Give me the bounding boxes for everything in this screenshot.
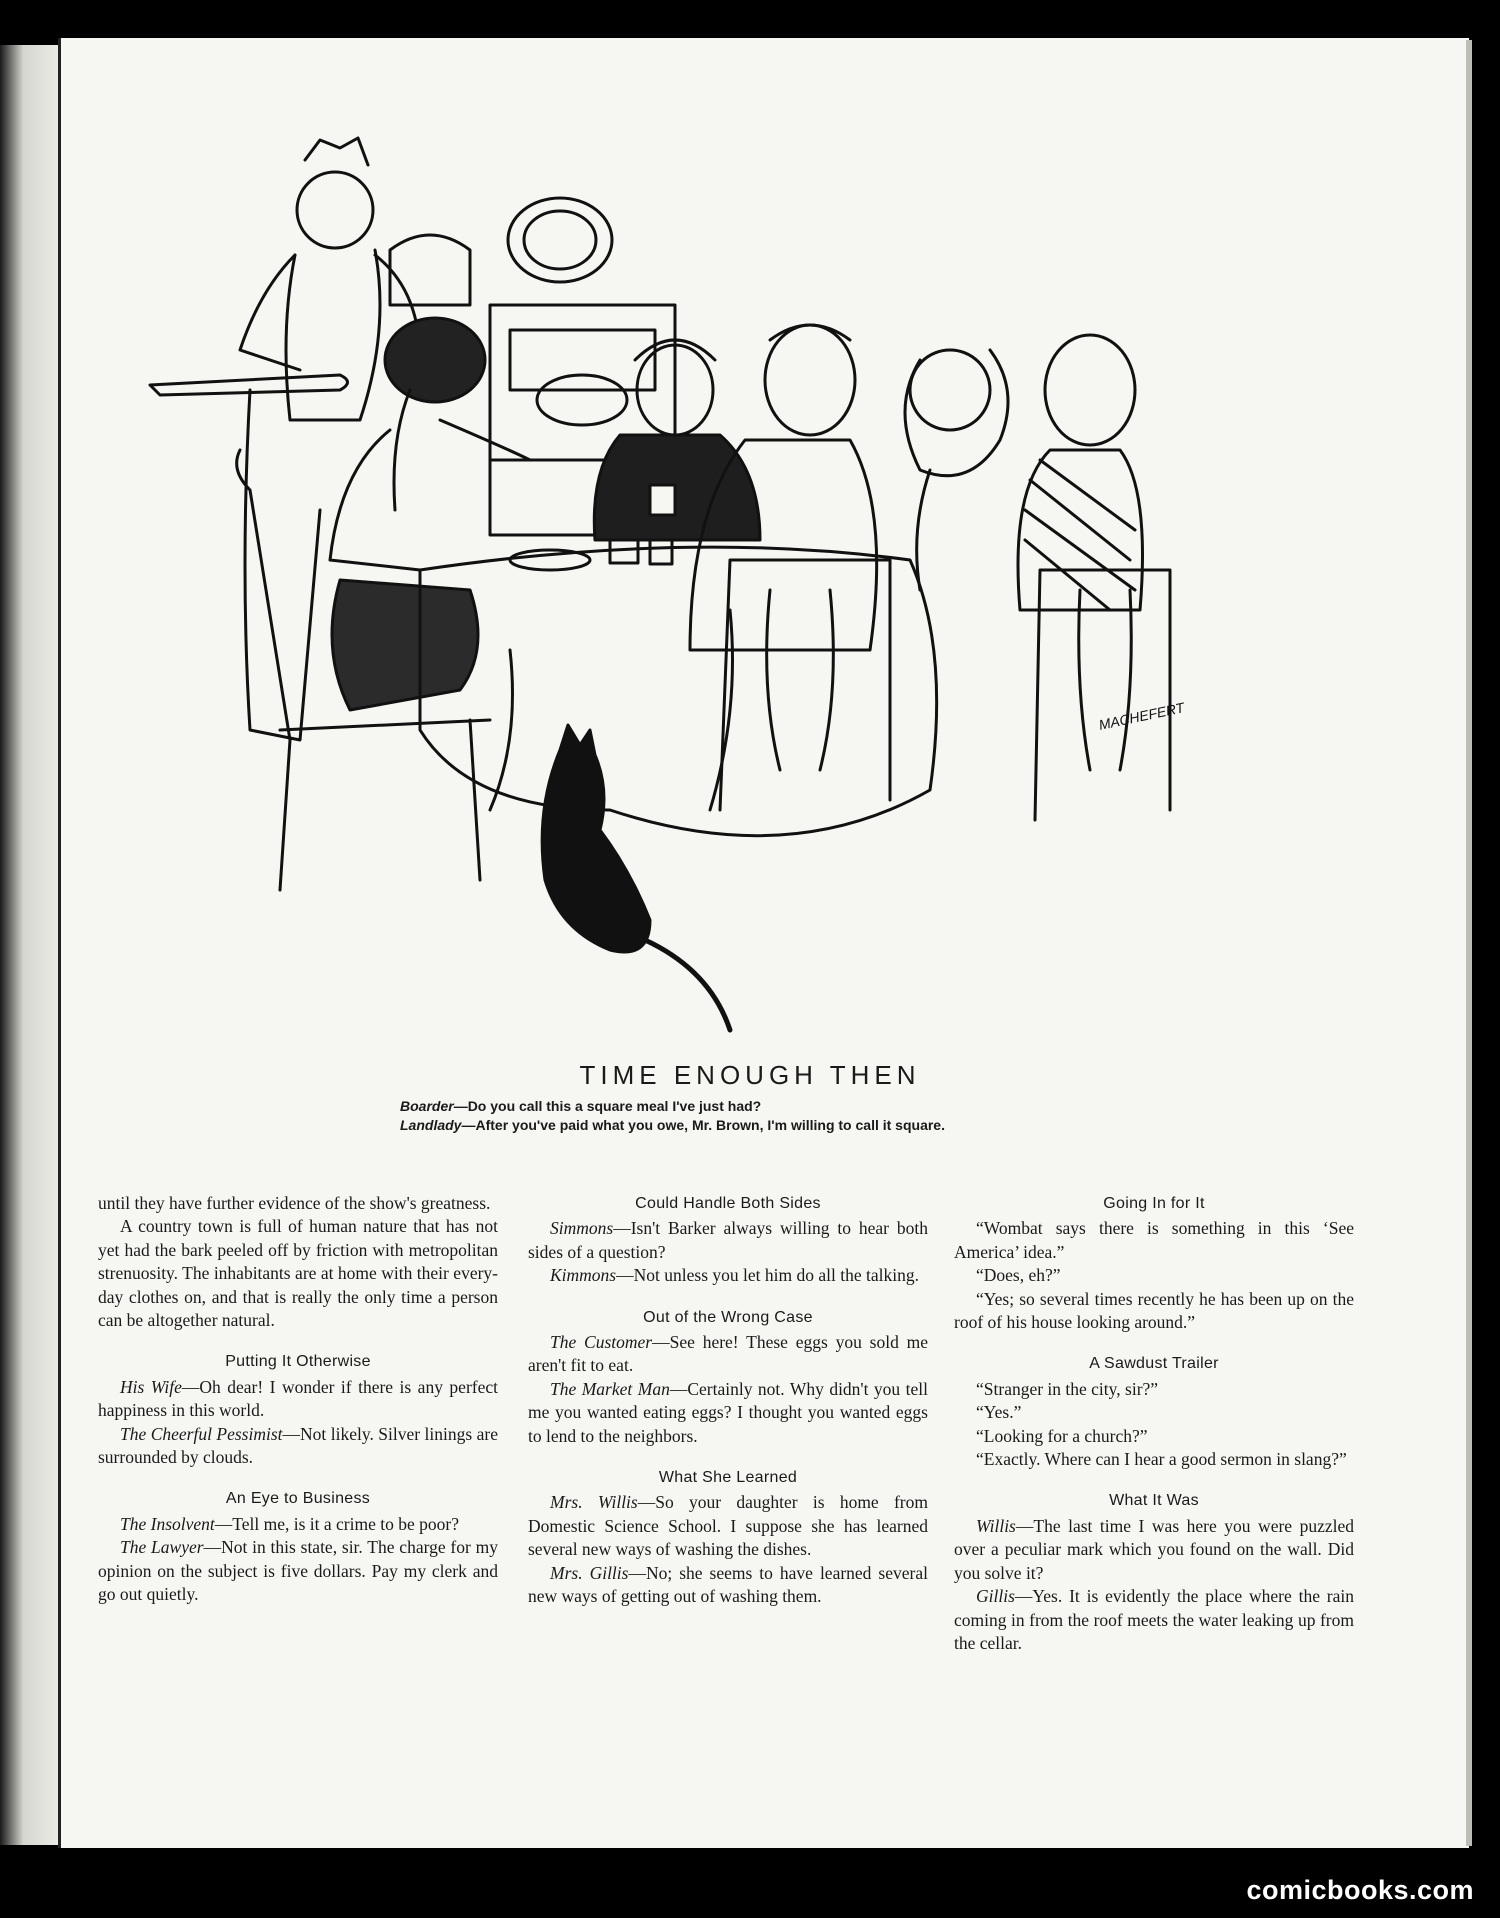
- joke-line: Mrs. Willis—So your daughter is home from Domestic Science School. I suppose she has learned several new ways of washing the dishes.: [528, 1492, 928, 1560]
- joke-text: So your daughter is home from Domestic Science School. I suppose she has learned several new ways of washing the dishes.: [528, 1492, 928, 1560]
- joke-speaker: Willis: [976, 1515, 1016, 1536]
- joke-speaker: Mrs. Willis: [550, 1492, 638, 1513]
- dialogue-line: “Stranger in the city, sir?”: [976, 1378, 1159, 1399]
- dialogue-line: “Looking for a church?”: [976, 1425, 1148, 1446]
- joke-line: The Customer—See here! These eggs you sold me aren't fit to eat.: [528, 1332, 929, 1376]
- joke-speaker: His Wife: [120, 1376, 182, 1397]
- joke-line: His Wife—Oh dear! I wonder if there is any perfect happiness in this world.: [98, 1376, 498, 1421]
- caption-line: Landlady—After you've paid what you owe, Mr. Brown, I'm willing to call it square.: [400, 1117, 945, 1133]
- joke-text: Not in this state, sir. The charge for my opinion on the subject is five dollars. Pay my clerk and go out quietly.: [98, 1537, 498, 1605]
- cartoon-illustration: [90, 90, 1250, 1050]
- joke-text: Not likely. Silver linings are surrounded by clouds.: [98, 1423, 498, 1468]
- dining-table: [420, 535, 937, 836]
- artist-signature: MACHEFERT: [1097, 699, 1186, 733]
- joke-heading: Putting It Otherwise: [225, 1353, 371, 1371]
- caption-speaker: Boarder: [400, 1098, 454, 1114]
- cartoon-caption: [400, 1097, 1100, 1135]
- joke-speaker: Gillis: [976, 1586, 1015, 1607]
- column-left: [98, 1192, 498, 1607]
- joke-text: Certainly not. Why didn't you tell me you wanted eating eggs? I thought you wanted eggs to lend to the neighbors.: [528, 1378, 928, 1446]
- joke-heading: Could Handle Both Sides: [635, 1195, 821, 1212]
- woman-striped-dress: [1018, 335, 1170, 820]
- joke-speaker: The Insolvent: [120, 1513, 215, 1534]
- joke-heading: What She Learned: [658, 1469, 798, 1487]
- joke-speaker: Mrs. Gillis: [550, 1562, 629, 1583]
- caption-speaker: Landlady: [400, 1117, 462, 1133]
- joke-line: The Lawyer—Not in this state, sir. The charge for my opinion on the subject is five dollars. Pay my clerk and go out quietly.: [98, 1537, 498, 1605]
- joke-text: Isn't Barker always willing to hear both sides of a question?: [528, 1218, 928, 1262]
- joke-line: Kimmons—Not unless you let him do all the talking.: [550, 1265, 919, 1286]
- man-from-behind: [690, 325, 890, 810]
- joke-heading: A Sawdust Trailer: [1089, 1355, 1219, 1373]
- joke-heading: What It Was: [1109, 1492, 1199, 1510]
- woman-with-spoon: [237, 318, 530, 890]
- continued-paragraph: until they have further evidence of the show's greatness.: [98, 1193, 491, 1213]
- man-with-cup: [594, 340, 760, 540]
- caption-line: Boarder—Do you call this a square meal I've just had?: [400, 1098, 762, 1114]
- caption-text: Do you call this a square meal I've just had?: [467, 1098, 762, 1114]
- cartoon-title: TIME ENOUGH THEN: [579, 1060, 921, 1090]
- joke-speaker: The Market Man: [550, 1378, 670, 1399]
- joke-heading: Going In for It: [1103, 1195, 1205, 1212]
- joke-line: Simmons—Isn't Barker always willing to hear both sides of a question?: [528, 1218, 928, 1262]
- joke-heading: Out of the Wrong Case: [643, 1308, 813, 1326]
- joke-text: The last time I was here you were puzzled over a peculiar mark which you found on the wall. Did you solve it?: [954, 1515, 1354, 1583]
- dialogue-line: “Yes; so several times recently he has been up on the roof of his house looking around.”: [954, 1288, 1354, 1333]
- dialogue-line: “Does, eh?”: [976, 1265, 1061, 1286]
- joke-text: Not unless you let him do all the talking.: [633, 1265, 919, 1286]
- text-columns: [0, 1192, 1500, 1752]
- black-cat: [542, 725, 730, 1030]
- joke-text: See here! These eggs you sold me aren't fit to eat.: [528, 1332, 929, 1376]
- joke-line: The Insolvent—Tell me, is it a crime to be poor?: [120, 1513, 459, 1534]
- cartoon-caption-block: [0, 1060, 1500, 1135]
- joke-line: The Market Man—Certainly not. Why didn't you tell me you wanted eating eggs? I thought you wanted eggs to lend to the neighbors.: [528, 1378, 928, 1446]
- joke-heading: An Eye to Business: [225, 1490, 371, 1508]
- joke-text: Oh dear! I wonder if there is any perfect happiness in this world.: [98, 1376, 498, 1421]
- joke-speaker: The Customer: [550, 1332, 653, 1353]
- joke-text: No; she seems to have learned several new ways of getting out of washing them.: [528, 1562, 928, 1607]
- joke-line: Mrs. Gillis—No; she seems to have learned several new ways of getting out of washing them.: [528, 1562, 928, 1607]
- old-woman-curls: [905, 350, 1008, 590]
- joke-speaker: Simmons: [550, 1218, 614, 1239]
- joke-line: The Cheerful Pessimist—Not likely. Silver linings are surrounded by clouds.: [98, 1423, 498, 1468]
- joke-line: Gillis—Yes. It is evidently the place where the rain coming in from the roof meets the water leaking up from the cellar.: [954, 1586, 1354, 1653]
- joke-speaker: The Lawyer: [120, 1537, 204, 1558]
- dialogue-line: “Yes.”: [976, 1402, 1022, 1423]
- column-right: [954, 1192, 1354, 1655]
- dialogue-line: “Wombat says there is something in this ‘See America’ idea.”: [954, 1218, 1354, 1262]
- site-watermark: comicbooks.com: [1246, 1875, 1474, 1905]
- joke-speaker: The Cheerful Pessimist: [120, 1423, 283, 1444]
- body-paragraph: A country town is full of human nature that has not yet had the bark peeled off by friction with metropolitan strenuosity. The inhabitants are at home with their every-day clothes on, and that is really the only time a person can be altogether natural.: [98, 1216, 498, 1331]
- joke-line: Willis—The last time I was here you were puzzled over a peculiar mark which you found on the wall. Did you solve it?: [954, 1515, 1354, 1583]
- dialogue-line: “Exactly. Where can I hear a good sermon in slang?”: [976, 1449, 1347, 1470]
- joke-speaker: Kimmons: [550, 1265, 617, 1286]
- joke-text: Tell me, is it a crime to be poor?: [232, 1513, 459, 1534]
- column-middle: [528, 1192, 928, 1609]
- joke-text: Yes. It is evidently the place where the rain coming in from the roof meets the water leaking up from the cellar.: [954, 1586, 1354, 1653]
- caption-text: After you've paid what you owe, Mr. Brown, I'm willing to call it square.: [475, 1117, 945, 1133]
